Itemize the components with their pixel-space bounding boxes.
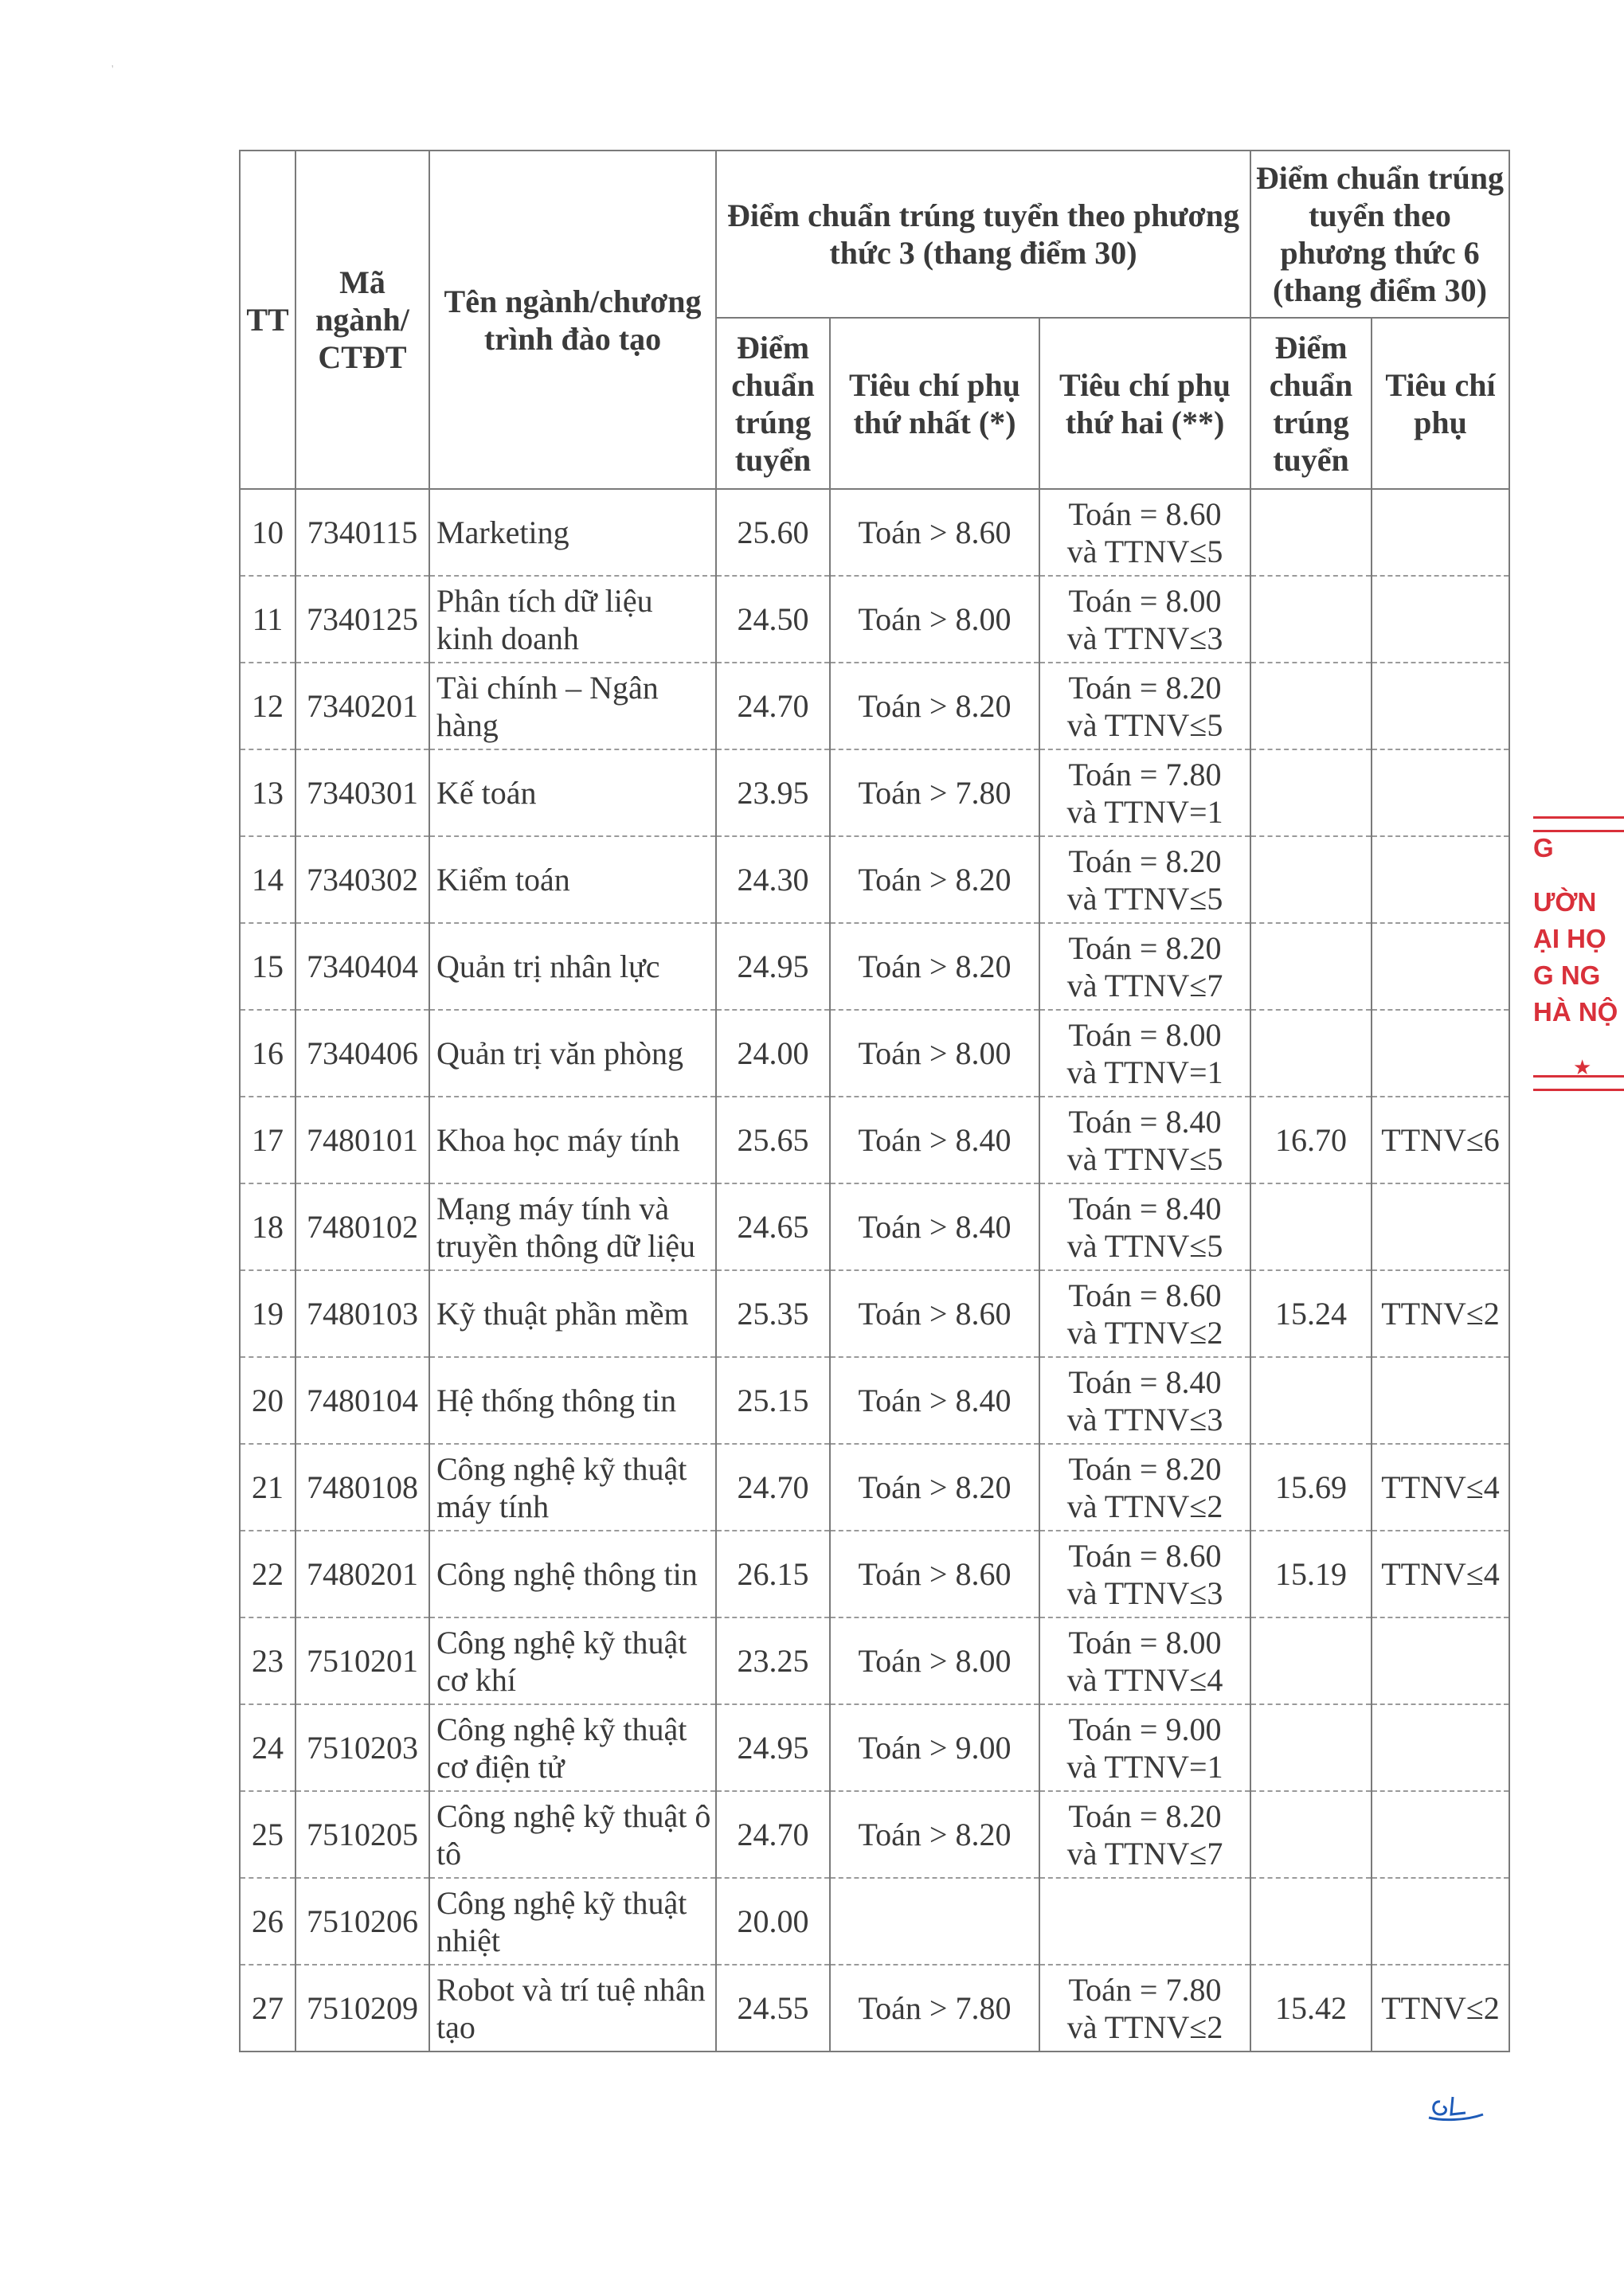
criterion-2-line-1: Toán = 8.20 — [1068, 929, 1222, 966]
row-number: 14 — [240, 836, 295, 923]
criterion-6 — [1372, 836, 1509, 923]
criterion-2-line-2: và TTNV≤3 — [1066, 620, 1223, 656]
row-number: 18 — [240, 1183, 295, 1270]
table-row — [240, 576, 1509, 663]
header-program-name: Tên ngành/chương trình đào tạo — [429, 151, 716, 489]
program-name: Kiểm toán — [429, 836, 716, 923]
criterion-2-line-1: Toán = 8.00 — [1068, 1624, 1222, 1660]
program-name: Công nghệ kỹ thuật nhiệt — [429, 1878, 716, 1965]
row-number: 22 — [240, 1531, 295, 1617]
criterion-2-line-1: Toán = 8.40 — [1068, 1363, 1222, 1400]
criterion-2 — [1039, 1878, 1250, 1965]
criterion-6 — [1372, 1357, 1509, 1444]
program-name: Công nghệ thông tin — [429, 1531, 716, 1617]
criterion-2 — [1039, 1791, 1250, 1878]
score-method-6 — [1250, 1183, 1372, 1270]
program-code: 7480102 — [295, 1183, 429, 1270]
university-stamp — [1533, 816, 1624, 1103]
header-criterion-6: Tiêu chí phụ — [1372, 318, 1509, 489]
criterion-2 — [1039, 1617, 1250, 1704]
criterion-2-line-2: và TTNV≤4 — [1066, 1661, 1223, 1698]
admission-scores-table — [239, 150, 1510, 2052]
criterion-2 — [1039, 1965, 1250, 2052]
criterion-1: Toán > 8.00 — [830, 576, 1039, 663]
program-name: Phân tích dữ liệu kinh doanh — [429, 576, 716, 663]
score-method-3: 26.15 — [716, 1531, 830, 1617]
criterion-6 — [1372, 489, 1509, 576]
criterion-1: Toán > 8.40 — [830, 1183, 1039, 1270]
score-method-6: 16.70 — [1250, 1097, 1372, 1183]
score-method-6: 15.42 — [1250, 1965, 1372, 2052]
criterion-2 — [1039, 1357, 1250, 1444]
criterion-2 — [1039, 836, 1250, 923]
row-number: 21 — [240, 1444, 295, 1531]
criterion-2-line-1: Toán = 8.60 — [1068, 495, 1222, 532]
program-code: 7510203 — [295, 1704, 429, 1791]
stamp-star-icon: ★ — [1573, 1055, 1592, 1079]
score-method-3: 25.35 — [716, 1270, 830, 1357]
table-row — [240, 1531, 1509, 1617]
table-row — [240, 1965, 1509, 2052]
criterion-2-line-1: Toán = 7.80 — [1068, 756, 1222, 792]
program-code: 7510201 — [295, 1617, 429, 1704]
criterion-1: Toán > 7.80 — [830, 1965, 1039, 2052]
criterion-2-line-2: và TTNV≤2 — [1066, 1488, 1223, 1524]
table-row — [240, 1010, 1509, 1097]
header-tt: TT — [240, 151, 295, 489]
criterion-2-line-1: Toán = 8.40 — [1068, 1103, 1222, 1140]
criterion-6: TTNV≤4 — [1372, 1531, 1509, 1617]
criterion-2-line-1: Toán = 9.00 — [1068, 1711, 1222, 1747]
table-row — [240, 1444, 1509, 1531]
criterion-2-line-2: và TTNV≤5 — [1066, 533, 1223, 569]
program-name: Công nghệ kỹ thuật máy tính — [429, 1444, 716, 1531]
criterion-2 — [1039, 923, 1250, 1010]
criterion-1: Toán > 8.20 — [830, 836, 1039, 923]
program-code: 7480201 — [295, 1531, 429, 1617]
header-criterion-2: Tiêu chí phụ thứ hai (**) — [1039, 318, 1250, 489]
program-name: Quản trị nhân lực — [429, 923, 716, 1010]
criterion-2-line-2: và TTNV=1 — [1066, 1748, 1223, 1785]
stamp-text-3: ẠI HỌ — [1533, 924, 1606, 953]
table-row — [240, 1878, 1509, 1965]
criterion-2-line-1: Toán = 8.20 — [1068, 669, 1222, 706]
row-number: 16 — [240, 1010, 295, 1097]
program-name: Hệ thống thông tin — [429, 1357, 716, 1444]
criterion-1: Toán > 8.20 — [830, 1791, 1039, 1878]
score-method-3: 25.65 — [716, 1097, 830, 1183]
row-number: 19 — [240, 1270, 295, 1357]
criterion-2 — [1039, 489, 1250, 576]
criterion-2-line-2: và TTNV=1 — [1066, 793, 1223, 830]
criterion-2-line-1: Toán = 7.80 — [1068, 1971, 1222, 2008]
criterion-1: Toán > 8.20 — [830, 1444, 1039, 1531]
row-number: 25 — [240, 1791, 295, 1878]
criterion-1: Toán > 8.00 — [830, 1617, 1039, 1704]
criterion-1: Toán > 8.40 — [830, 1097, 1039, 1183]
program-name: Mạng máy tính và truyền thông dữ liệu — [429, 1183, 716, 1270]
score-method-3: 23.95 — [716, 749, 830, 836]
criterion-2-line-1: Toán = 8.00 — [1068, 1016, 1222, 1053]
score-method-3: 23.25 — [716, 1617, 830, 1704]
row-number: 10 — [240, 489, 295, 576]
row-number: 15 — [240, 923, 295, 1010]
header-criterion-1: Tiêu chí phụ thứ nhất (*) — [830, 318, 1039, 489]
program-name: Tài chính – Ngân hàng — [429, 663, 716, 749]
table-row — [240, 489, 1509, 576]
criterion-2-line-1: Toán = 8.60 — [1068, 1277, 1222, 1313]
score-method-6: 15.69 — [1250, 1444, 1372, 1531]
criterion-1: Toán > 8.60 — [830, 1531, 1039, 1617]
criterion-2-line-2: và TTNV≤2 — [1066, 2009, 1223, 2045]
program-code: 7340301 — [295, 749, 429, 836]
criterion-1: Toán > 8.20 — [830, 663, 1039, 749]
criterion-1: Toán > 8.60 — [830, 1270, 1039, 1357]
criterion-1: Toán > 9.00 — [830, 1704, 1039, 1791]
row-number: 27 — [240, 1965, 295, 2052]
program-name: Marketing — [429, 489, 716, 576]
criterion-6 — [1372, 663, 1509, 749]
header-code: Mã ngành/ CTĐT — [295, 151, 429, 489]
program-code: 7480103 — [295, 1270, 429, 1357]
score-method-3: 24.55 — [716, 1965, 830, 2052]
program-code: 7480101 — [295, 1097, 429, 1183]
criterion-2 — [1039, 1010, 1250, 1097]
criterion-6 — [1372, 1617, 1509, 1704]
table-row — [240, 836, 1509, 923]
header-method-3: Điểm chuẩn trúng tuyển theo phương thức 3 (thang điểm 30) — [716, 151, 1250, 318]
criterion-1: Toán > 7.80 — [830, 749, 1039, 836]
criterion-6 — [1372, 1704, 1509, 1791]
score-method-6 — [1250, 1010, 1372, 1097]
score-method-6: 15.19 — [1250, 1531, 1372, 1617]
score-method-3: 24.00 — [716, 1010, 830, 1097]
criterion-2-line-2: và TTNV≤3 — [1066, 1574, 1223, 1611]
criterion-1: Toán > 8.00 — [830, 1010, 1039, 1097]
program-code: 7340115 — [295, 489, 429, 576]
criterion-2-line-2: và TTNV≤3 — [1066, 1401, 1223, 1437]
program-code: 7480108 — [295, 1444, 429, 1531]
table-row — [240, 1357, 1509, 1444]
initials-signature — [1426, 2091, 1489, 2122]
program-name: Công nghệ kỹ thuật cơ điện tử — [429, 1704, 716, 1791]
criterion-2-line-2: và TTNV≤2 — [1066, 1314, 1223, 1351]
row-number: 11 — [240, 576, 295, 663]
criterion-6 — [1372, 1183, 1509, 1270]
stamp-text-1: G — [1533, 833, 1554, 862]
criterion-2 — [1039, 1444, 1250, 1531]
table-row — [240, 749, 1509, 836]
criterion-2-line-1: Toán = 8.20 — [1068, 1797, 1222, 1834]
score-method-3: 24.95 — [716, 1704, 830, 1791]
score-method-3: 24.70 — [716, 1791, 830, 1878]
criterion-2-line-1: Toán = 8.00 — [1068, 582, 1222, 619]
criterion-2 — [1039, 1704, 1250, 1791]
row-number: 24 — [240, 1704, 295, 1791]
row-number: 17 — [240, 1097, 295, 1183]
criterion-2 — [1039, 749, 1250, 836]
score-method-6 — [1250, 1357, 1372, 1444]
scan-dot: ' — [112, 64, 114, 76]
header-score-3: Điểm chuẩn trúng tuyển — [716, 318, 830, 489]
score-method-6 — [1250, 576, 1372, 663]
criterion-2 — [1039, 1270, 1250, 1357]
row-number: 23 — [240, 1617, 295, 1704]
criterion-2 — [1039, 1531, 1250, 1617]
stamp-text-2: ƯỜN — [1533, 887, 1597, 917]
program-name: Kỹ thuật phần mềm — [429, 1270, 716, 1357]
criterion-2 — [1039, 1097, 1250, 1183]
criterion-6 — [1372, 923, 1509, 1010]
criterion-6: TTNV≤6 — [1372, 1097, 1509, 1183]
score-method-6 — [1250, 923, 1372, 1010]
row-number: 13 — [240, 749, 295, 836]
criterion-2-line-2: và TTNV≤5 — [1066, 706, 1223, 743]
criterion-1: Toán > 8.40 — [830, 1357, 1039, 1444]
stamp-text-4: G NG — [1533, 960, 1601, 990]
criterion-6 — [1372, 576, 1509, 663]
program-name: Kế toán — [429, 749, 716, 836]
criterion-1: Toán > 8.60 — [830, 489, 1039, 576]
program-code: 7340406 — [295, 1010, 429, 1097]
criterion-6 — [1372, 1010, 1509, 1097]
criterion-2-line-2: và TTNV≤5 — [1066, 880, 1223, 917]
program-name: Robot và trí tuệ nhân tạo — [429, 1965, 716, 2052]
score-method-3: 24.30 — [716, 836, 830, 923]
score-method-6 — [1250, 1704, 1372, 1791]
stamp-border-bottom — [1533, 1075, 1624, 1091]
program-code: 7510209 — [295, 1965, 429, 2052]
table-row — [240, 1183, 1509, 1270]
score-method-3: 24.70 — [716, 1444, 830, 1531]
score-method-3: 25.60 — [716, 489, 830, 576]
table-row — [240, 923, 1509, 1010]
criterion-2 — [1039, 663, 1250, 749]
stamp-border-top — [1533, 816, 1624, 832]
score-method-6 — [1250, 1791, 1372, 1878]
score-method-6 — [1250, 836, 1372, 923]
program-code: 7480104 — [295, 1357, 429, 1444]
program-code: 7340201 — [295, 663, 429, 749]
score-method-6 — [1250, 663, 1372, 749]
score-method-3: 20.00 — [716, 1878, 830, 1965]
criterion-2 — [1039, 1183, 1250, 1270]
table-row — [240, 1097, 1509, 1183]
criterion-2-line-2: và TTNV≤7 — [1066, 1835, 1223, 1872]
criterion-6 — [1372, 1791, 1509, 1878]
criterion-6: TTNV≤4 — [1372, 1444, 1509, 1531]
row-number: 26 — [240, 1878, 295, 1965]
program-code: 7510206 — [295, 1878, 429, 1965]
table-row — [240, 1791, 1509, 1878]
score-method-3: 24.70 — [716, 663, 830, 749]
score-method-6 — [1250, 489, 1372, 576]
score-method-6: 15.24 — [1250, 1270, 1372, 1357]
score-method-6 — [1250, 1878, 1372, 1965]
program-code: 7340302 — [295, 836, 429, 923]
criterion-1: Toán > 8.20 — [830, 923, 1039, 1010]
table-row — [240, 663, 1509, 749]
criterion-2-line-2: và TTNV≤5 — [1066, 1227, 1223, 1264]
score-method-3: 24.65 — [716, 1183, 830, 1270]
criterion-6: TTNV≤2 — [1372, 1965, 1509, 2052]
table-row — [240, 1617, 1509, 1704]
criterion-2 — [1039, 576, 1250, 663]
criterion-2-line-1: Toán = 8.20 — [1068, 843, 1222, 879]
program-code: 7340125 — [295, 576, 429, 663]
criterion-2-line-2: và TTNV≤5 — [1066, 1140, 1223, 1177]
program-name: Công nghệ kỹ thuật cơ khí — [429, 1617, 716, 1704]
header-score-6: Điểm chuẩn trúng tuyển — [1250, 318, 1372, 489]
score-method-6 — [1250, 749, 1372, 836]
row-number: 12 — [240, 663, 295, 749]
row-number: 20 — [240, 1357, 295, 1444]
program-name: Quản trị văn phòng — [429, 1010, 716, 1097]
program-code: 7510205 — [295, 1791, 429, 1878]
criterion-2-line-2: và TTNV≤7 — [1066, 967, 1223, 1003]
table-row — [240, 1704, 1509, 1791]
header-method-6: Điểm chuẩn trúng tuyển theo phương thức 6 (thang điểm 30) — [1250, 151, 1509, 318]
criterion-6: TTNV≤2 — [1372, 1270, 1509, 1357]
criterion-2-line-2: và TTNV=1 — [1066, 1054, 1223, 1090]
criterion-6 — [1372, 1878, 1509, 1965]
program-name: Khoa học máy tính — [429, 1097, 716, 1183]
program-name: Công nghệ kỹ thuật ô tô — [429, 1791, 716, 1878]
criterion-2-line-1: Toán = 8.60 — [1068, 1537, 1222, 1574]
stamp-text-5: HÀ NỘ — [1533, 997, 1618, 1027]
criterion-2-line-1: Toán = 8.40 — [1068, 1190, 1222, 1226]
criterion-2-line-1: Toán = 8.20 — [1068, 1450, 1222, 1487]
criterion-6 — [1372, 749, 1509, 836]
criterion-1 — [830, 1878, 1039, 1965]
score-method-3: 25.15 — [716, 1357, 830, 1444]
score-method-3: 24.50 — [716, 576, 830, 663]
table-row — [240, 1270, 1509, 1357]
score-method-6 — [1250, 1617, 1372, 1704]
score-method-3: 24.95 — [716, 923, 830, 1010]
program-code: 7340404 — [295, 923, 429, 1010]
